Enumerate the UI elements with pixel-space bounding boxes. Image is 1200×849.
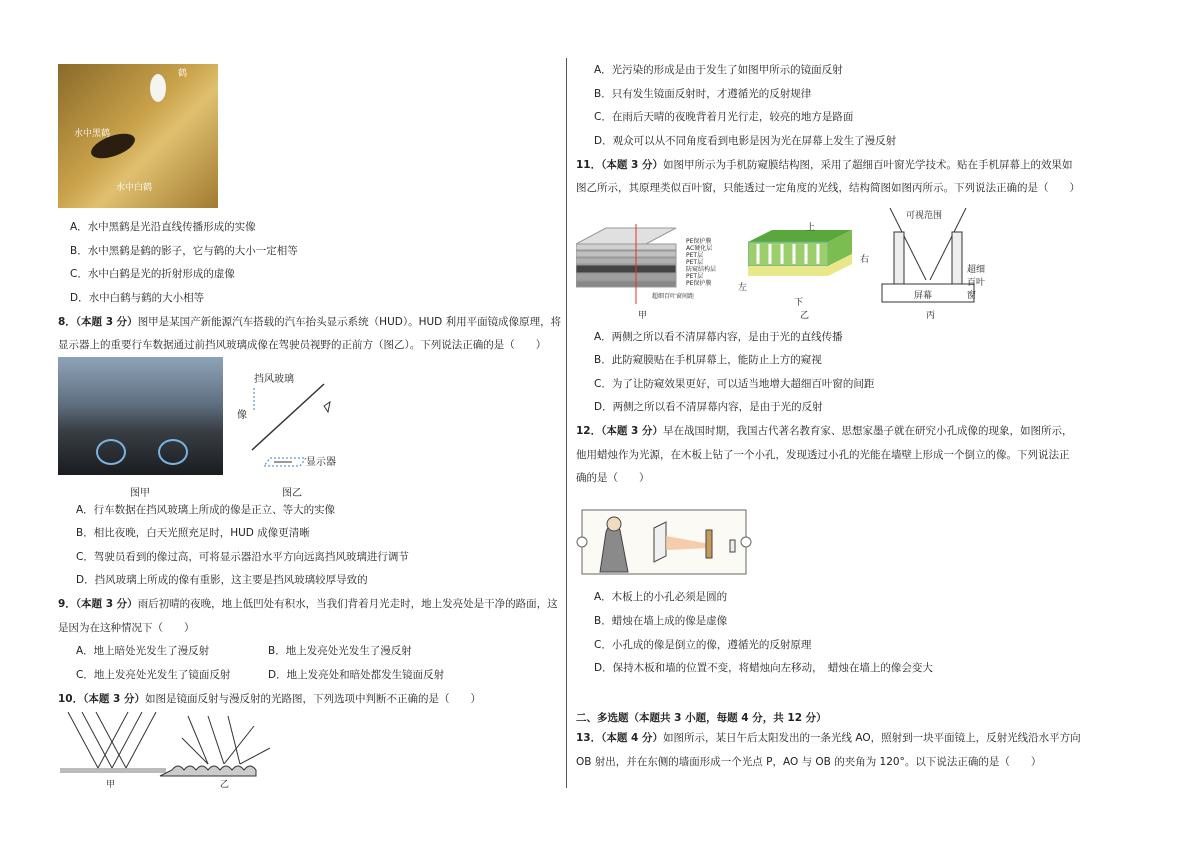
q10-number: 10．（本题 3 分） (58, 693, 145, 705)
layer-label: PE保护膜 (686, 238, 712, 245)
q10-option-b: B．只有发生镜面反射时，才遵循光的反射规律 (594, 88, 812, 100)
fig8-jia-label: 图甲 (130, 488, 150, 499)
eye-icon (324, 402, 330, 412)
mozi-head (607, 517, 621, 531)
q9-number: 9．（本题 3 分） (58, 598, 138, 610)
q12-option-c: C．小孔成的像是倒立的像，遵循光的反射原理 (594, 639, 812, 651)
fig11-jia-label: 甲 (638, 311, 648, 321)
q11-option-b: B．此防窥膜贴在手机屏幕上，能防止上方的窥视 (594, 354, 822, 366)
scroll-end-left (577, 537, 587, 547)
label-left: 左 (738, 283, 748, 293)
q13-number: 13．（本题 4 分） (576, 732, 663, 744)
q12-option-d: D．保持木板和墙的位置不变，将蜡烛向左移动， 蜡烛在墙上的像会变大 (594, 662, 933, 674)
layer-label: PET层 (686, 259, 704, 266)
screen-effect-diagram (748, 228, 858, 298)
q11-option-d: D．两侧之所以看不清屏幕内容，是由于光的反射 (594, 401, 823, 413)
q9-option-c: C．地上发亮处光发生了镜面反射 (76, 669, 231, 681)
hud-diagram (236, 370, 366, 470)
rough-surface-yi (160, 766, 256, 776)
windshield-line (252, 384, 324, 450)
q11-stem-2: 图乙所示，其原理类似百叶窗，只能透过一定角度的光线，结构简图如图丙所示。下列说法正确的是（ ） (576, 182, 1080, 194)
crane-body (150, 74, 166, 102)
q12-stem-2: 他用蜡烛作为光源，在木板上钻了一个小孔，发现透过小孔的光能在墙壁上形成一个倒立的像。下列说法正 (576, 449, 1070, 461)
fig11-bing-label: 丙 (926, 311, 936, 321)
q10-option-d: D．观众可以从不同角度看到电影是因为光在屏幕上发生了漫反射 (594, 135, 897, 147)
wall-screen (654, 522, 666, 562)
q11-number: 11．（本题 3 分） (576, 159, 663, 171)
q10-option-a: A．光污染的形成是由于发生了如图甲所示的镜面反射 (594, 64, 843, 76)
q9-stem-1 (58, 597, 558, 611)
reflection-diagram (58, 708, 278, 778)
pinhole-board (706, 530, 712, 558)
dashboard-gauge-right (158, 439, 188, 465)
q9-option-a: A．地上暗处光发生了漫反射 (76, 645, 210, 657)
q13-stem-2: OB 射出，并在东侧的墙面形成一个光点 P，AO 与 OB 的夹角为 120°。以下说法正确的是（ ） (576, 756, 1042, 768)
label-white-crane: 水中白鹤 (116, 183, 153, 193)
q11-option-c: C．为了让防窥效果更好，可以适当地增大超细百叶窗的间距 (594, 378, 875, 390)
pinhole-scroll-illustration (576, 506, 752, 582)
louver-right (952, 232, 962, 284)
q8-option-a: A．行车数据在挡风玻璃上所成的像是正立、等大的实像 (76, 504, 336, 516)
louver-spacing-label: 超细百叶窗间距 (652, 293, 695, 300)
q12-stem-1 (576, 424, 1072, 438)
specular-rays (68, 712, 156, 768)
mirror-surface-jia (60, 768, 166, 773)
crane-photo (58, 64, 218, 208)
q9-option-b: B．地上发亮处光发生了漫反射 (268, 645, 412, 657)
q7-option-b: B．水中黑鹤是鹤的影子，它与鹤的大小一定相等 (70, 245, 298, 257)
q13-stem-1 (576, 731, 1081, 745)
column-divider (566, 58, 567, 788)
q10-text: 如图是镜面反射与漫反射的光路图，下列选项中判断不正确的是（ ） (144, 693, 481, 705)
q7-option-c: C．水中白鹤是光的折射形成的虚像 (70, 268, 235, 280)
q12-text-1: 早在战国时期，我国古代著名教育家、思想家墨子就在研究小孔成像的现象，如图所示， (662, 425, 1073, 437)
q9-option-d: D．地上发亮处和暗处都发生镜面反射 (268, 669, 445, 681)
hud-photo (58, 357, 223, 475)
layer-label: AC硬化层 (686, 245, 713, 252)
label-crane: 鹤 (178, 69, 188, 79)
q7-option-d: D．水中白鹤与鹤的大小相等 (70, 292, 205, 304)
label-black-crane: 水中黑鹤 (74, 129, 111, 139)
scroll-end-right (741, 537, 751, 547)
film-layer-labels (686, 238, 716, 287)
view-range-label: 可视范围 (906, 211, 943, 221)
q8-stem-1 (58, 315, 561, 329)
label-right: 右 (860, 255, 870, 265)
layer-label: PET层 (686, 252, 704, 259)
q12-option-b: B．蜡烛在墙上成的像是虚像 (594, 615, 728, 627)
q12-number: 12．（本题 3 分） (576, 425, 663, 437)
q10-stem (58, 692, 481, 706)
q7-option-a: A．水中黑鹤是光沿直线传播形成的实像 (70, 221, 256, 233)
q11-option-a: A．两侧之所以看不清屏幕内容，是由于光的直线传播 (594, 331, 843, 343)
louver-left (894, 232, 904, 284)
image-label: 像 (237, 410, 247, 421)
louver-label: 超细 百叶窗 (967, 265, 986, 301)
q8-text-1: 图甲是某国产新能源汽车搭载的汽车抬头显示系统（HUD）。HUD 利用平面镜成像原理，将 (137, 316, 562, 328)
layer-label: PET层 (686, 273, 704, 280)
section-multiple-choice-title: 二、多选题（本题共 3 小题，每题 4 分，共 12 分） (576, 712, 827, 724)
fig10-jia-label: 甲 (106, 780, 116, 790)
q8-option-c: C．驾驶员看到的像过高，可将显示器沿水平方向远离挡风玻璃进行调节 (76, 551, 409, 563)
display-label: 显示器 (306, 457, 336, 468)
q10-option-c: C．在雨后天晴的夜晚背着月光行走，较亮的地方是路面 (594, 111, 854, 123)
q9-text-1: 雨后初晴的夜晚，地上低凹处有积水，当我们背着月光走时，地上发亮处是干净的路面，这 (137, 598, 558, 610)
q12-option-a: A．木板上的小孔必须是圆的 (594, 591, 728, 603)
q8-option-b: B．相比夜晚，白天光照充足时，HUD 成像更清晰 (76, 527, 310, 539)
fig8-yi-label: 图乙 (282, 488, 302, 499)
label-top: 上 (806, 223, 816, 233)
q11-text-1: 如图甲所示为手机防窥膜结构图，采用了超细百叶窗光学技术。贴在手机屏幕上的效果如 (662, 159, 1073, 171)
fig11-yi-label: 乙 (800, 311, 810, 321)
windshield-label: 挡风玻璃 (254, 374, 294, 385)
q9-stem-2: 是因为在这种情况下（ ） (58, 622, 195, 634)
q12-stem-3: 确的是（ ） (576, 472, 650, 484)
label-bottom: 下 (794, 298, 804, 308)
q8-option-d: D．挡风玻璃上所成的像有重影，这主要是挡风玻璃较厚导致的 (76, 574, 368, 586)
q13-text-1: 如图所示，某日午后太阳发出的一条光线 AO，照射到一块平面镜上，反射光线沿水平方向 (662, 732, 1081, 744)
fig10-yi-label: 乙 (220, 780, 230, 790)
q8-number: 8．（本题 3 分） (58, 316, 138, 328)
candle (730, 540, 735, 552)
diffuse-rays (182, 716, 270, 764)
q8-stem-2: 显示器上的重要行车数据通过前挡风玻璃成像在驾驶员视野的正前方（图乙）。下列说法正确的是（ ） (58, 339, 547, 351)
layer-label: 防窥结构层 (686, 266, 717, 273)
screen-label: 屏幕 (914, 291, 933, 301)
dashboard-gauge-left (96, 439, 126, 465)
q11-stem-1 (576, 158, 1072, 172)
layer-label: PE保护膜 (686, 280, 712, 287)
